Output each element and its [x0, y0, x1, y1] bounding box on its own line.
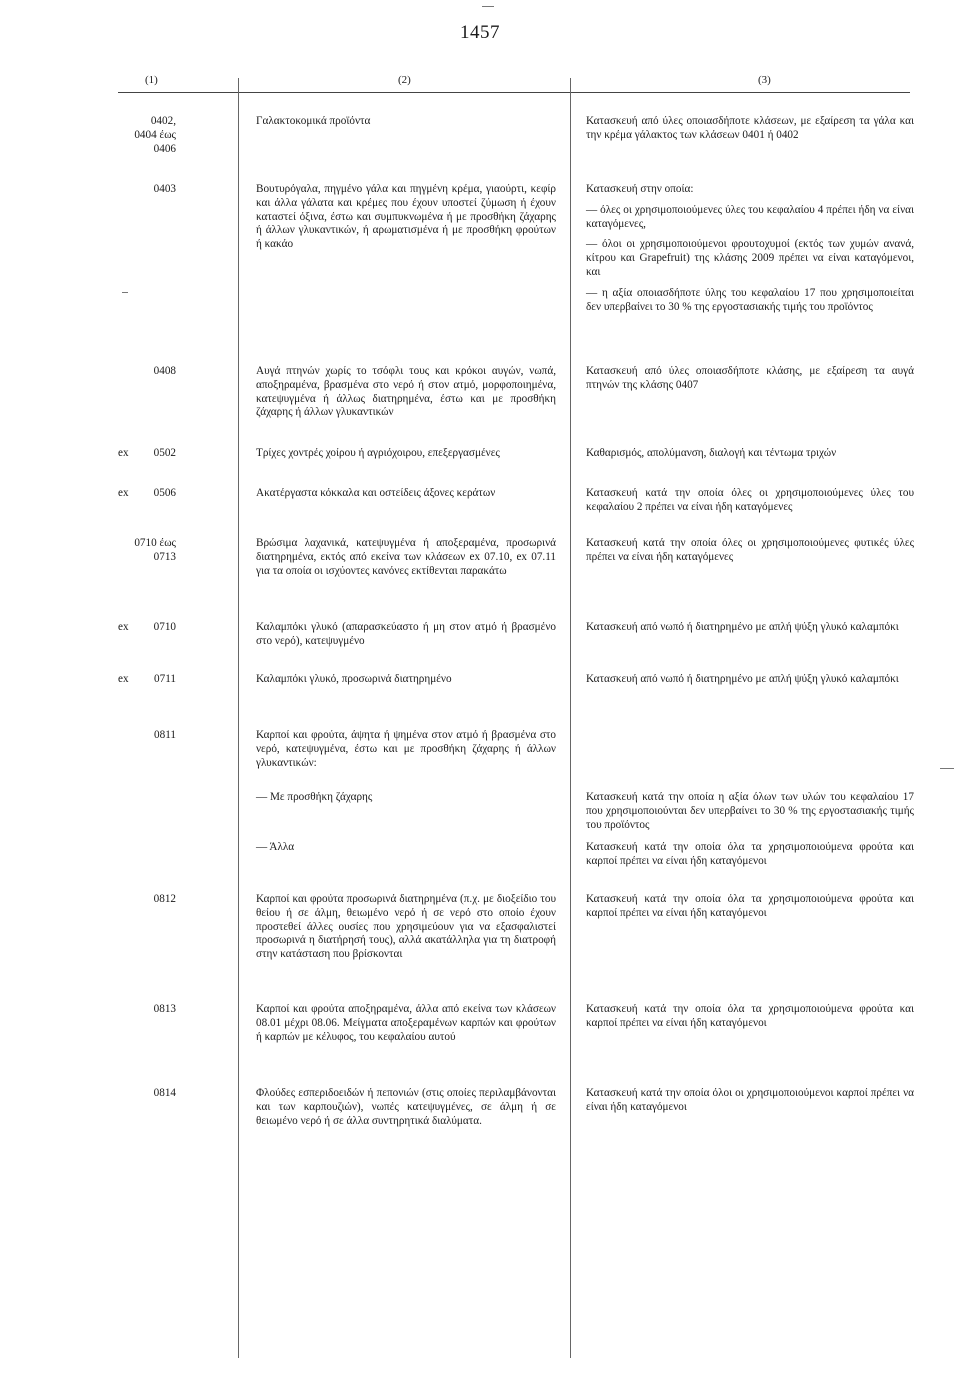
- rule-text: Κατασκευή κατά την οποία όλες οι χρησιμοποιούμενες ύλες του κεφαλαίου 2 πρέπει να είναι ήδη καταγόμενες: [586, 487, 914, 513]
- heading-code: 0813: [153, 1003, 176, 1015]
- rule-text: Καθαρισμός, απολύμανση, διαλογή και τέντωμα τριχών: [586, 447, 837, 459]
- rule-text: — η αξία οποιασδήποτε ύλης του κεφαλαίου 17 που χρησιμοποιείται δεν υπερβαίνει το 30 % της εργοστασιακής τιμής του προϊόντος: [586, 286, 914, 313]
- description-cell: [256, 447, 556, 468]
- description-text: Καρποί και φρούτα αποξηραμένα, άλλα από εκείνα των κλάσεων 08.01 μέχρι 08.06. Μείγματα αποξεραμένων καρπών και φρούτων ή καρπών με κέλυφος, του κεφαλαίου αυτού: [256, 1003, 556, 1043]
- heading-code: 0710: [153, 621, 176, 633]
- heading-code-cell: [118, 537, 238, 565]
- rule-text: Κατασκευή κατά την οποία όλοι οι χρησιμοποιούμενοι καρποί πρέπει να είναι ήδη καταγόμενοι: [586, 1087, 914, 1113]
- heading-code: 0404 έως: [134, 128, 176, 141]
- heading-code-cell: [118, 893, 238, 907]
- description-text: Φλούδες εσπεριδοειδών ή πεπονιών (στις οποίες περιλαμβάνονται και των καρπουζιών), νωπές κατεψυγμένες, σε άλμη ή σε θειωμένο νερό ή σε άλλα συντηρητικά διαλύματα.: [256, 1087, 556, 1127]
- scan-mark: [482, 6, 494, 7]
- description-cell: [256, 791, 556, 812]
- rule-cell: [586, 841, 914, 876]
- page-number: 1457: [460, 22, 500, 43]
- rule-cell: [586, 537, 914, 572]
- description-text: Καλαμπόκι γλυκό (απαρασκεύαστο ή μη στον ατμό ή βρασμένο στο νερό), κατεψυγμένο: [256, 621, 556, 647]
- ex-prefix: ex: [118, 447, 129, 459]
- rule-text: Κατασκευή στην οποία:: [586, 183, 694, 195]
- rule-text: Κατασκευή κατά την οποία όλα τα χρησιμοποιούμενα φρούτα και καρποί πρέπει να είναι ήδη καταγόμενοι: [586, 893, 914, 919]
- description-text: Καρποί και φρούτα προσωρινά διατηρημένα (π.χ. με διοξείδιο του θείου ή σε άλμη, θειωμένο νερό ή σε νερό στο οποίο έχουν προστεθεί άλλες ουσίες που χρησιμεύουν για να εξασφαλιστεί προσωρινά η διατήρησή τους), αλλά ακατάλληλα για τη διατροφή στην κατάσταση που βρίσκονται: [256, 893, 556, 961]
- rule-cell: [586, 365, 914, 400]
- heading-code-cell: [118, 1087, 238, 1101]
- heading-code-cell: [118, 673, 238, 687]
- column-header-3: (3): [758, 74, 771, 86]
- heading-code: 0408: [153, 365, 176, 377]
- rule-text: Κατασκευή κατά την οποία όλα τα χρησιμοποιούμενα φρούτα και καρποί πρέπει να είναι ήδη καταγόμενοι: [586, 1003, 914, 1029]
- description-cell: [256, 673, 556, 694]
- heading-code: 0710 έως: [134, 537, 176, 549]
- description-cell: [256, 841, 556, 862]
- description-cell: [256, 487, 556, 508]
- rule-text: Κατασκευή κατά την οποία όλες οι χρησιμοποιούμενες φυτικές ύλες πρέπει να είναι ήδη καταγόμενες: [586, 537, 914, 563]
- column-header-1: (1): [145, 74, 158, 86]
- rule-cell: [586, 183, 914, 321]
- description-cell: [256, 115, 556, 136]
- column-header-2: (2): [398, 74, 411, 86]
- description-text: — Με προσθήκη ζάχαρης: [256, 791, 373, 803]
- rule-cell: [586, 115, 914, 150]
- column-divider-1: [238, 78, 239, 1358]
- description-cell: [256, 183, 556, 259]
- description-cell: [256, 1087, 556, 1135]
- description-text: Βουτυρόγαλα, πηγμένο γάλα και πηγμένη κρέμα, γιαούρτι, κεφίρ και άλλα γάλατα και κρέμες που έχουν υποστεί ζύμωση ή έχουν καταστεί όξινα, έστω και συμπυκνωμένα ή με προσθήκη ζάχαρης ή άλλων γλυκαντικών, ή αρωματισμένα ή με προσθήκη φρούτων ή κακάο: [256, 183, 556, 251]
- rule-text: Κατασκευή κατά την οποία όλα τα χρησιμοποιούμενα φρούτα και καρποί πρέπει να είναι ήδη καταγόμενοι: [586, 841, 914, 867]
- rule-text: Κατασκευή κατά την οποία η αξία όλων των υλών του κεφαλαίου 17 που χρησιμοποιούνται δεν υπερβαίνει το 30 % της εργοστασιακής τιμής του προϊόντος: [586, 791, 914, 831]
- heading-code: 0812: [153, 893, 176, 905]
- description-cell: [256, 537, 556, 585]
- rule-cell: [586, 487, 914, 522]
- header-rule: [118, 92, 910, 93]
- heading-code: 0811: [154, 729, 176, 741]
- heading-code-cell: [118, 621, 238, 635]
- rule-cell: [586, 1003, 914, 1038]
- rule-cell: [586, 893, 914, 928]
- description-cell: [256, 893, 556, 969]
- scan-mark: [940, 768, 954, 769]
- heading-code: 0403: [153, 183, 176, 195]
- rule-text: Κατασκευή από νωπό ή διατηρημένο με απλή ψύξη γλυκό καλαμπόκι: [586, 621, 899, 633]
- heading-code-cell: [118, 729, 238, 743]
- rule-text: — όλες οι χρησιμοποιούμενες ύλες του κεφαλαίου 4 πρέπει ήδη να είναι καταγόμενες,: [586, 203, 914, 230]
- description-text: — Άλλα: [256, 841, 295, 853]
- description-text: Γαλακτοκομικά προϊόντα: [256, 115, 371, 127]
- description-text: Τρίχες χοντρές χοίρου ή αγριόχοιρου, επεξεργασμένες: [256, 447, 500, 459]
- description-cell: [256, 1003, 556, 1051]
- heading-code: 0506: [153, 487, 176, 499]
- description-text: Καρποί και φρούτα, άψητα ή ψημένα στον ατμό ή βρασμένα στο νερό, κατεψυγμένα, έστω και με προσθήκη ζάχαρης ή άλλων γλυκαντικών:: [256, 729, 556, 769]
- rule-cell: [586, 673, 914, 694]
- heading-code-cell: [118, 487, 238, 501]
- description-text: Βρώσιμα λαχανικά, κατεψυγμένα ή αποξεραμένα, προσωρινά διατηρημένα, εκτός από εκείνα των κλάσεων ex 07.10, ex 07.11 για τα οποία οι ισχύοντες κανόνες εκτίθενται παρακάτω: [256, 537, 556, 577]
- heading-code: 0711: [154, 673, 176, 685]
- rule-text: — όλοι οι χρησιμοποιούμενοι φρουτοχυμοί (εκτός των χυμών ανανά, κίτρου και Grapefruit) της κλάσης 2009 πρέπει να είναι καταγόμενοι, και: [586, 238, 914, 278]
- heading-code-cell: [118, 115, 238, 156]
- rule-cell: [586, 791, 914, 839]
- scan-mark: [122, 292, 128, 293]
- rule-cell: [586, 447, 914, 468]
- description-text: Καλαμπόκι γλυκό, προσωρινά διατηρημένο: [256, 673, 452, 685]
- ex-prefix: ex: [118, 673, 129, 685]
- description-text: Ακατέργαστα κόκκαλα και οστείδεις άξονες κεράτων: [256, 487, 496, 499]
- heading-code: 0713: [153, 550, 176, 563]
- column-divider-2: [570, 78, 571, 1358]
- heading-code: 0406: [153, 142, 176, 155]
- heading-code-cell: [118, 1003, 238, 1017]
- heading-code-cell: [118, 365, 238, 379]
- description-cell: [256, 729, 556, 777]
- rule-text: Κατασκευή από ύλες οποιασδήποτε κλάσεων, με εξαίρεση τα γάλα και την κρέμα γάλακτος των κλάσεων 0401 ή 0402: [586, 115, 914, 141]
- rule-cell: [586, 1087, 914, 1122]
- rule-text: Κατασκευή από ύλες οποιασδήποτε κλάσης, με εξαίρεση τα αυγά πτηνών της κλάσης 0407: [586, 365, 914, 391]
- description-cell: [256, 365, 556, 427]
- heading-code-cell: [118, 447, 238, 461]
- heading-code: 0402,: [150, 115, 176, 127]
- rule-text: Κατασκευή από νωπό ή διατηρημένο με απλή ψύξη γλυκό καλαμπόκι: [586, 673, 899, 685]
- description-cell: [256, 621, 556, 656]
- ex-prefix: ex: [118, 621, 129, 633]
- heading-code-cell: [118, 183, 238, 197]
- description-text: Αυγά πτηνών χωρίς το τσόφλι τους και κρόκοι αυγών, νωπά, αποξηραμένα, βρασμένα στο νερό ή στον ατμό, μορφοποιημένα, κατεψυγμένα ή άλλως διατηρημένα, έστω και με προσθήκη ζάχαρης ή άλλων γλυκαντικών: [256, 365, 556, 419]
- heading-code: 0814: [153, 1087, 176, 1099]
- heading-code: 0502: [153, 447, 176, 459]
- ex-prefix: ex: [118, 487, 129, 499]
- rule-cell: [586, 621, 914, 642]
